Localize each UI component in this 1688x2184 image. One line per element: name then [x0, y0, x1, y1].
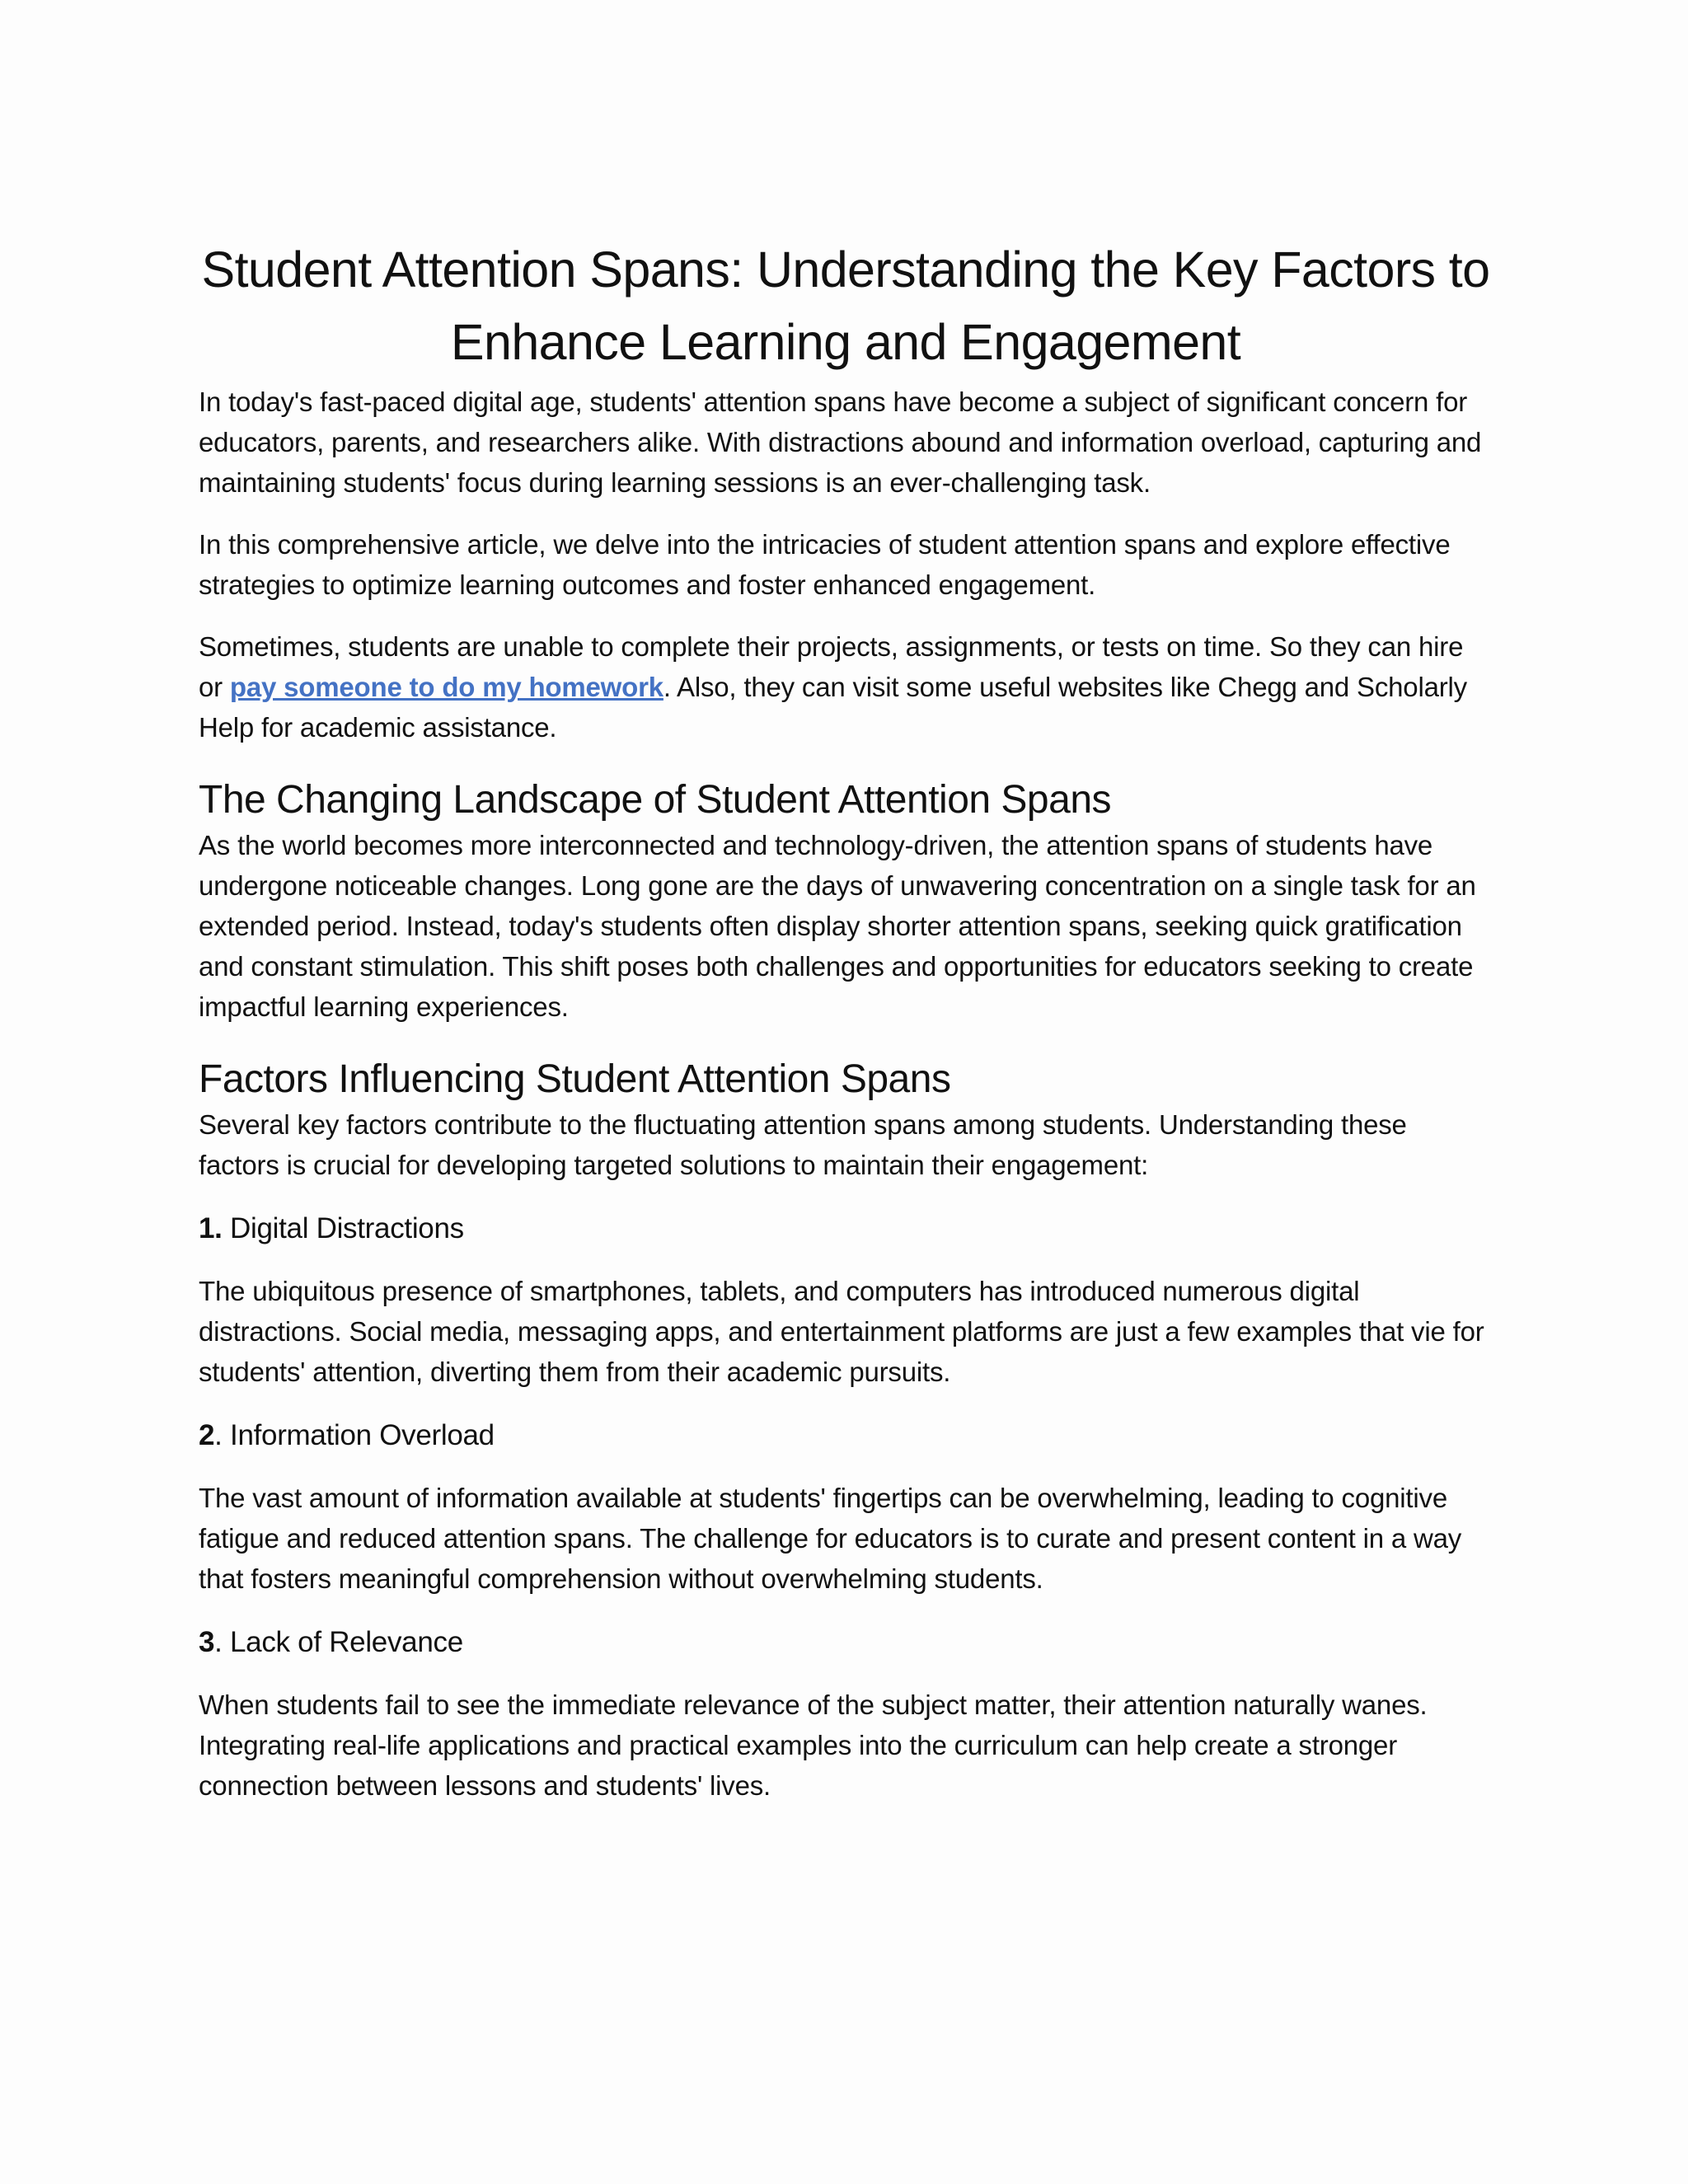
intro-text-after-link: . Also, they can visit some useful websites like Chegg and Scholarly Help for academic assistance.	[199, 672, 1467, 743]
factor-heading-lack-of-relevance	[199, 1622, 1493, 1663]
factor-body-digital-distractions: The ubiquitous presence of smartphones, tablets, and computers has introduced numerous digital distractions. Social media, messaging apps, and entertainment platforms are just a few examples that vie for students' attention, diverting them from their academic pursuits.	[199, 1276, 1484, 1387]
section-heading-factors: Factors Influencing Student Attention Spans	[199, 1057, 951, 1101]
title-line-1: Student Attention Spans: Understanding the Key Factors to	[201, 241, 1490, 298]
homework-link[interactable]: pay someone to do my homework	[229, 672, 663, 702]
document-content	[199, 233, 1493, 1806]
factor-heading-digital-distractions	[199, 1208, 1493, 1249]
factor-title: Digital Distractions	[222, 1212, 464, 1244]
factor-number: 2	[199, 1419, 215, 1451]
section-body-factors: Several key factors contribute to the fluctuating attention spans among students. Understanding these factors is crucial for developing targeted solutions to maintain their engagement:	[199, 1109, 1407, 1180]
intro-paragraph-3	[199, 626, 1493, 748]
factor-title: . Lack of Relevance	[214, 1626, 463, 1658]
intro-text-before-link: Sometimes, students are unable to complete their projects, assignments, or tests on time. So they can hire or	[199, 631, 1464, 702]
factor-number: 1.	[199, 1212, 223, 1244]
section-heading-changing-landscape: The Changing Landscape of Student Attention Spans	[199, 778, 1112, 822]
intro-paragraph-2: In this comprehensive article, we delve into the intricacies of student attention spans and explore effective strategies to optimize learning outcomes and foster enhanced engagement.	[199, 529, 1451, 600]
factor-body-information-overload: The vast amount of information available at students' fingertips can be overwhelming, leading to cognitive fatigue and reduced attention spans. The challenge for educators is to curate and present content in a way that fosters meaningful comprehension without overwhelming students.	[199, 1483, 1462, 1594]
factor-number: 3	[199, 1626, 215, 1658]
factor-body-lack-of-relevance: When students fail to see the immediate relevance of the subject matter, their attention naturally wanes. Integrating real-life applications and practical examples into the curriculum can help create a stronger connection between lessons and students' lives.	[199, 1690, 1428, 1801]
document-title	[199, 233, 1493, 378]
factor-title: . Information Overload	[214, 1419, 495, 1451]
title-line-2: Enhance Learning and Engagement	[450, 314, 1241, 370]
factor-heading-information-overload	[199, 1415, 1493, 1456]
section-body-changing-landscape: As the world becomes more interconnected and technology-driven, the attention spans of students have undergone noticeable changes. Long gone are the days of unwavering concentration on a single task for an extended period. Instead, today's students often display shorter attention spans, seeking quick gratification and constant stimulation. This shift poses both challenges and opportunities for educators seeking to create impactful learning experiences.	[199, 830, 1476, 1022]
intro-paragraph-1: In today's fast-paced digital age, students' attention spans have become a subject of significant concern for educators, parents, and researchers alike. With distractions abound and information overload, capturing and maintaining students' focus during learning sessions is an ever-challenging task.	[199, 387, 1482, 498]
